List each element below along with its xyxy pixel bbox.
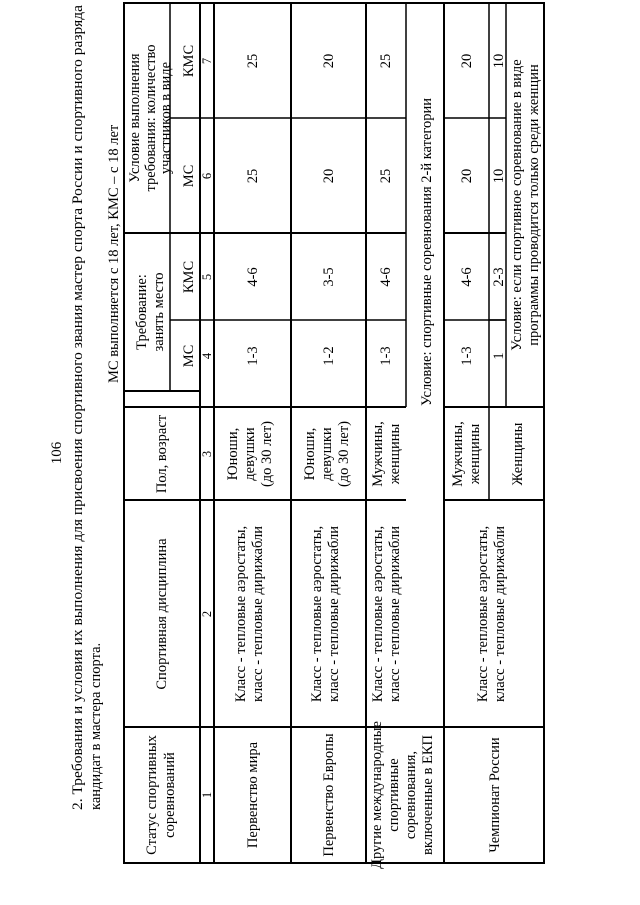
- row-sex-age: Юноши,: [225, 427, 241, 481]
- row-sex-age: женщины: [467, 423, 483, 485]
- column-number: 2: [200, 610, 214, 618]
- row-discipline: Класс - тепловые аэростаты,: [475, 525, 491, 703]
- column-number: 1: [200, 791, 214, 799]
- row-place-ms: 1-3: [459, 346, 475, 366]
- column-number: 7: [200, 57, 214, 65]
- row-sex-age: девушки: [242, 427, 258, 481]
- row-participants-ms: 25: [378, 168, 394, 184]
- row-status: Первенство мира: [245, 741, 261, 849]
- page-number: 106: [49, 441, 65, 465]
- row-discipline: класс - тепловые дирижабли: [387, 526, 403, 702]
- row-sex-age: девушки: [319, 427, 335, 481]
- row-participants-kms: 25: [378, 53, 394, 69]
- row-condition: программы проводится только среди женщин: [526, 64, 542, 346]
- row-place-kms: 2-3: [491, 267, 507, 287]
- row-status: спортивные: [386, 758, 402, 832]
- column-number: 3: [200, 450, 214, 458]
- row-participants-kms: 20: [459, 53, 475, 69]
- row-participants-ms: 10: [491, 168, 507, 184]
- header-place: Требование:: [134, 274, 150, 350]
- header-participants-ms: МС: [181, 164, 197, 188]
- row-participants-ms: 20: [321, 168, 337, 184]
- row-participants-kms: 20: [321, 53, 337, 69]
- row-participants-kms: 10: [491, 53, 507, 69]
- header-sex-age: Пол, возраст: [154, 414, 170, 494]
- row-discipline: Класс - тепловые аэростаты,: [309, 525, 325, 703]
- row-sex-age: Мужчины,: [450, 421, 466, 487]
- column-number: 4: [200, 352, 214, 360]
- row-place-ms: 1-3: [378, 346, 394, 366]
- row-discipline: класс - тепловые дирижабли: [492, 526, 508, 702]
- row-participants-ms: 20: [459, 168, 475, 184]
- row-sex-age: женщины: [387, 423, 403, 485]
- row-sex-age: Мужчины,: [370, 421, 386, 487]
- heading-line-1: 2. Требования и условия их выполнения для присвоения спортивного звания мастер спорта России и спортивного разряда: [70, 54, 86, 810]
- row-place-ms: 1-2: [321, 346, 337, 366]
- header-participants: требования: количество: [143, 44, 159, 192]
- row-condition: Условие: если спортивное соревнование в виде: [509, 59, 525, 351]
- header-place: занять место: [151, 272, 167, 352]
- row-condition: Условие: спортивные соревнования 2-й категории: [419, 97, 435, 407]
- row-sex-age: (до 30 лет): [259, 420, 275, 488]
- row-discipline: класс - тепловые дирижабли: [326, 526, 342, 702]
- row-status: включенные в ЕКП: [420, 735, 436, 855]
- header-participants: Условие выполнения: [127, 53, 143, 183]
- row-place-ms: 1: [491, 352, 507, 360]
- row-discipline: класс - тепловые дирижабли: [250, 526, 266, 702]
- row-sex-age: Юноши,: [302, 427, 318, 481]
- header-place-kms: КМС: [181, 260, 197, 294]
- row-participants-ms: 25: [245, 168, 261, 184]
- row-participants-kms: 25: [245, 53, 261, 69]
- row-place-kms: 4-6: [378, 267, 394, 287]
- row-status: Первенство Европы: [321, 733, 337, 857]
- row-discipline: Класс - тепловые аэростаты,: [233, 525, 249, 703]
- header-participants-kms: КМС: [181, 44, 197, 78]
- row-place-kms: 4-6: [459, 267, 475, 287]
- header-discipline: Спортивная дисциплина: [154, 538, 170, 690]
- header-status: соревнований: [162, 752, 178, 838]
- header-place-ms: МС: [181, 344, 197, 368]
- row-place-kms: 3-5: [321, 267, 337, 287]
- row-sex-age: (до 30 лет): [336, 420, 352, 488]
- row-sex-age: Женщины: [510, 422, 526, 486]
- row-status: Другие международные: [369, 721, 385, 869]
- row-status: соревнования,: [403, 750, 419, 840]
- header-status: Статус спортивных: [144, 735, 160, 855]
- row-place-kms: 4-6: [245, 267, 261, 287]
- age-requirement-note: МС выполняется с 18 лет, КМС – с 18 лет: [106, 124, 122, 383]
- row-status: Чемпионат России: [487, 737, 503, 853]
- row-discipline: Класс - тепловые аэростаты,: [370, 525, 386, 703]
- heading-line-2: кандидат в мастера спорта.: [88, 642, 104, 810]
- column-number: 6: [200, 172, 214, 180]
- row-place-ms: 1-3: [245, 346, 261, 366]
- header-participants: участников в виде: [158, 61, 174, 175]
- column-number: 5: [200, 273, 214, 281]
